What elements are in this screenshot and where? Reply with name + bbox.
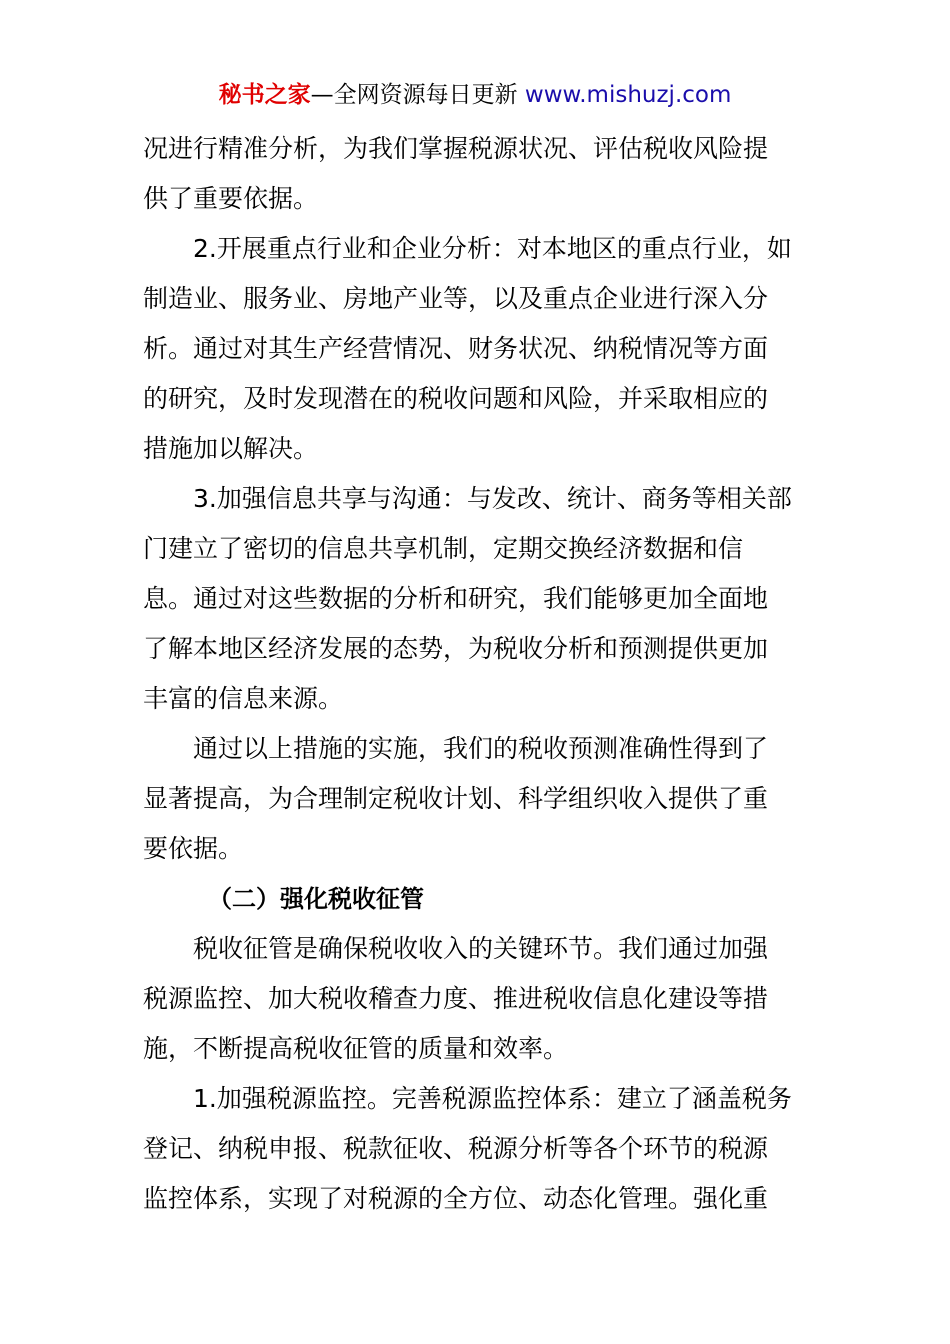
text-line: 要依据。	[143, 834, 244, 863]
text-line: 显著提高，为合理制定税收计划、科学组织收入提供了重	[143, 784, 769, 813]
text-line: 丰富的信息来源。	[143, 684, 344, 713]
text-line: 登记、纳税申报、税款征收、税源分析等各个环节的税源	[143, 1134, 769, 1163]
site-header	[0, 78, 950, 112]
paragraph-start: 2.开展重点行业和企业分析：对本地区的重点行业，如	[193, 234, 792, 263]
site-brand: 秘书之家	[218, 82, 311, 108]
text-line: 施，不断提高税收征管的质量和效率。	[143, 1034, 569, 1063]
site-tagline: —全网资源每日更新	[310, 82, 525, 108]
text-line: 供了重要依据。	[143, 184, 319, 213]
paragraph-start: 1.加强税源监控。完善税源监控体系：建立了涵盖税务	[193, 1084, 792, 1113]
site-url-link[interactable]: www.mishuzj.com	[524, 82, 732, 108]
text-line: 的研究，及时发现潜在的税收问题和风险，并采取相应的	[143, 384, 769, 413]
document-body	[143, 124, 811, 1224]
text-line: 税源监控、加大税收稽查力度、推进税收信息化建设等措	[143, 984, 769, 1013]
text-line: 况进行精准分析，为我们掌握税源状况、评估税收风险提	[143, 134, 769, 163]
section-heading: （二）强化税收征管	[208, 885, 424, 913]
text-line: 息。通过对这些数据的分析和研究，我们能够更加全面地	[143, 584, 769, 613]
text-line: 析。通过对其生产经营情况、财务状况、纳税情况等方面	[143, 334, 769, 363]
paragraph-start: 通过以上措施的实施，我们的税收预测准确性得到了	[193, 734, 769, 763]
text-line: 了解本地区经济发展的态势，为税收分析和预测提供更加	[143, 634, 769, 663]
text-line: 门建立了密切的信息共享机制，定期交换经济数据和信	[143, 534, 744, 563]
text-line: 监控体系，实现了对税源的全方位、动态化管理。强化重	[143, 1184, 769, 1213]
text-line: 措施加以解决。	[143, 434, 319, 463]
paragraph-start: 3.加强信息共享与沟通：与发改、统计、商务等相关部	[193, 484, 792, 513]
paragraph-start: 税收征管是确保税收收入的关键环节。我们通过加强	[193, 934, 769, 963]
text-line: 制造业、服务业、房地产业等，以及重点企业进行深入分	[143, 284, 769, 313]
